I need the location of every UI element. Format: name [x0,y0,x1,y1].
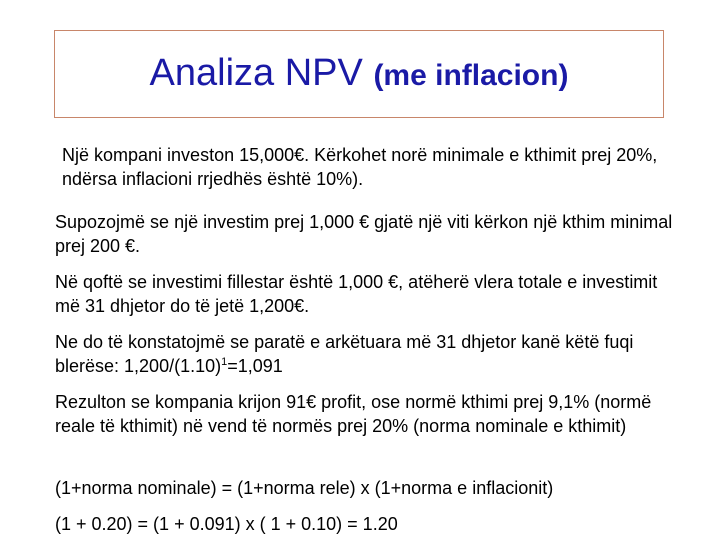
formula-numeric: (1 + 0.20) = (1 + 0.091) x ( 1 + 0.10) = 1.20 [55,514,398,534]
page-title [55,31,663,98]
paragraph-total-value: Në qoftë se investimi fillestar është 1,000 €, atëherë vlera totale e investimit më 31 dhjetor do të jetë 1,200€. [55,272,658,316]
purchasing-power-text: Ne do të konstatojmë se paratë e arkëtuara më 31 dhjetor kanë këtë fuqi blerëse: 1,200/(1.10) [55,332,634,376]
title-box [54,30,664,118]
formula-general: (1+norma nominale) = (1+norma rele) x (1+norma e inflacionit) [55,478,554,498]
paragraph-investment-assumption: Supozojmë se një investim prej 1,000 € gjatë një viti kërkon një kthim minimal prej 200 €. [55,212,673,256]
title-subtitle: (me inflacion) [373,59,569,92]
paragraph-purchasing-power [55,330,675,378]
paragraph-real-return: Rezulton se kompania krijon 91€ profit, ose normë kthimi prej 9,1% (normë reale të kthimit) në vend të normës prej 20% (norma nominale e kthimit) [55,392,652,436]
title-main: Analiza NPV [149,52,374,94]
paragraph-company-investment: Një kompani investon 15,000€. Kërkohet norë minimale e kthimit prej 20%, ndërsa inflacioni rrjedhës është 10%). [62,145,658,189]
exponent: 1 [221,356,228,368]
purchasing-power-result: =1,091 [227,356,283,376]
